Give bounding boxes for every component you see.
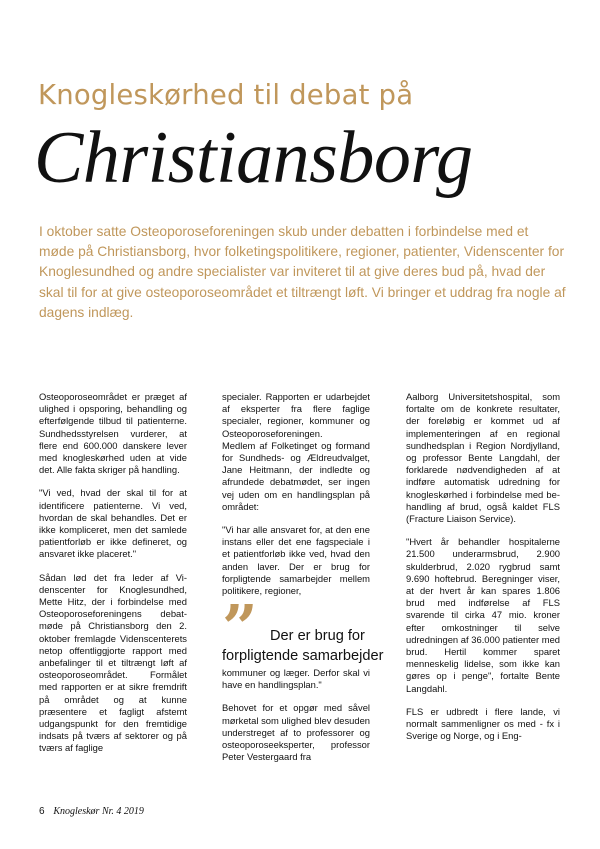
magazine-issue: Knogleskør Nr. 4 2019: [53, 806, 144, 817]
article-headline: Christiansborg: [34, 117, 473, 199]
paragraph: "Hvert år behandler hospitalerne 21.500 underarmsbrud, 2.900 skulderbrud, 2.020 rygbrud samt 9.690 hoftebrud. Beregninger viser, at der hvert år kan spares 1.806 brud med indførelse af FLS svarende til cirka 47 mio. kroner efter omkostninger til selve udredningen af 36.000 patienter med brud. Hertil kommer sparet menneskelig lidelse, som ikke kan gøres op i penge", fortalte Bente Langdahl.: [406, 536, 560, 694]
article-kicker: Knogleskørhed til debat på: [38, 79, 414, 111]
paragraph: "Vi har alle ansvaret for, at den ene instans eller det ene fagspeciale i et patientforløb ikke ved, hvad den anden laver. Der er brug for forpligtende samarbejder mellem politikere, regioner,: [222, 524, 370, 597]
paragraph: Aalborg Universitetshospital, som fortalte om de konkrete resultater, der foreløbig er kommet ud af implementeringen af en regional sundhedsplan i Region Nordjylland, og professor Bente Langdahl, der forklarede nødvendigheden af at indføre automatisk udredning for knogleskørhed i forbindelse med behandling af brud, også kaldet FLS (Fracture Liaison Service).: [406, 391, 560, 525]
paragraph: Sådan lød det fra leder af Videnscenter for Knoglesundhed, Mette Hitz, der i forbindelse med Osteoporoseforeningens debatmøde på Christiansborg den 2. oktober fremlagde Videnscenterets netop offentliggjorte rapport med anbefalinger til et tiltrængt løft af osteoporoseområdet. Formålet med rapporten er at sikre fremdrift på området og at kunne præsentere et fagligt afstemt udgangspunkt for den fremtidige indsats på tværs af sektorer og på tværs af faglige: [39, 571, 187, 754]
article-lead: I oktober satte Osteoporoseforeningen skub under debatten i forbindelse med et møde på Christiansborg, hvor folketingspolitikere, regioner, patienter, Videnscenter for Knoglesundhed og andre specialister var inviteret til at give deres bud på, hvad der skal til for at give osteoporoseområdet et tiltrængt løft. Vi bringer et uddrag fra nogle af dagens indlæg.: [39, 224, 566, 320]
page-footer: [39, 805, 144, 819]
paragraph: "Vi ved, hvad der skal til for at identificere patienterne. Vi ved, hvordan de skal behandles. Det er ikke kompliceret, men det samlede patientforløb er ikke defineret, og ansvaret ikke placeret.": [39, 487, 187, 560]
page-number: 6: [39, 806, 45, 817]
pull-quote: [222, 591, 406, 664]
text-column-2: [222, 391, 370, 597]
text-column-1: [39, 391, 187, 755]
pull-quote-line-1: Der er brug for: [270, 628, 365, 644]
paragraph: Osteoporoseområdet er præget af ulighed i opsporing, behandling og efterfølgende tilbud til patienterne. Sundhedsstyrelsen vurderer, at flere end 600.000 danskere lever med knogleskørhed uden at vide det. Alle fakta skriger på handling.: [39, 391, 187, 476]
text-column-3: [406, 391, 560, 742]
paragraph: Medlem af Folketinget og formand for Sundheds- og Ældreudvalget, Jane Heitmann, der indledte og afrundede debatmødet, ser ingen vej uden om en handlingsplan på området:: [222, 439, 370, 512]
quote-mark-icon: ”: [222, 591, 258, 664]
paragraph: specialer. Rapporten er udarbejdet af eksperter fra flere faglige specialer, regioner, kommuner og Osteoporoseforeningen.: [222, 391, 370, 439]
paragraph: kommuner og læger. Derfor skal vi have en handlingsplan.": [222, 667, 370, 691]
paragraph: Behovet for et opgør med såvel mørketal som ulighed blev desuden understreget af to professorer og osteoporoseeksperter, professor Peter Vestergaard fra: [222, 702, 370, 763]
paragraph: FLS er udbredt i flere lande, vi normalt sammenligner os med - fx i Sverige og Norge, og i Eng-: [406, 705, 560, 742]
pull-quote-line-2: forpligtende samarbejder: [222, 648, 384, 664]
text-column-2-continued: [222, 667, 370, 763]
